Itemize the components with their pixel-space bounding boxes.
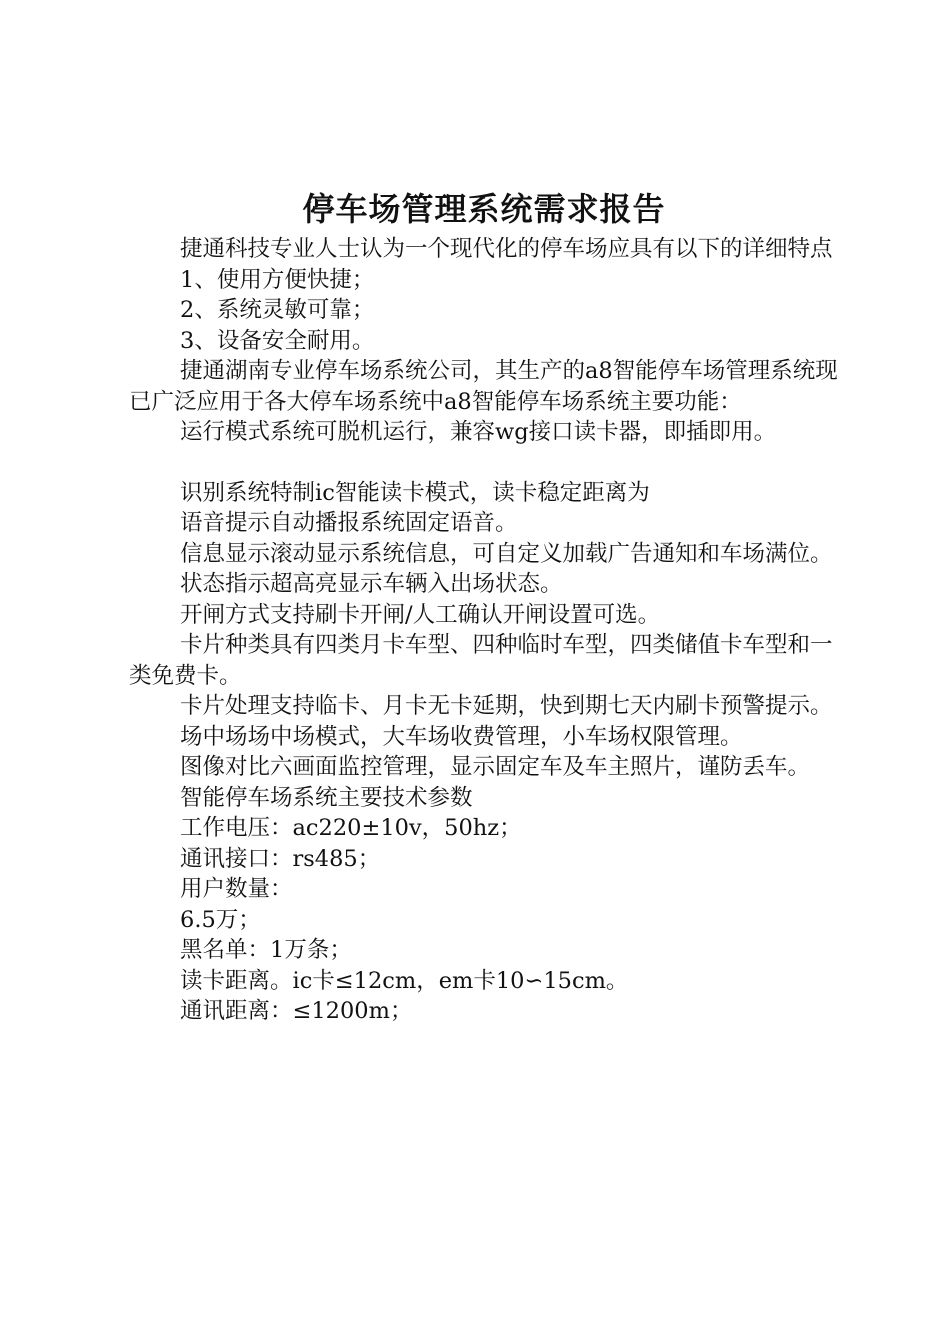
- paragraph-user-count-label: 用户数量：: [180, 876, 293, 902]
- document-title: 停车场管理系统需求报告: [302, 190, 666, 228]
- paragraph-card-processing: 卡片处理支持临卡、月卡无卡延期，快到期七天内刷卡预警提示。: [180, 693, 833, 719]
- paragraph-recognition: 识别系统特制ic智能读卡模式，读卡稳定距离为: [180, 479, 650, 506]
- paragraph-interface: 通讯接口：rs485；: [180, 845, 381, 872]
- paragraph-status: 状态指示超高亮显示车辆入出场状态。: [180, 571, 563, 597]
- paragraph-feature-3: 3、设备安全耐用。: [180, 327, 375, 354]
- paragraph-comm-distance: 通讯距离：≤1200m；: [180, 998, 413, 1024]
- paragraph-read-distance: 读卡距离。ic卡≤12cm，em卡10∽15cm。: [180, 967, 629, 994]
- paragraph-gate-mode: 开闸方式支持刷卡开闸/人工确认开闸设置可选。: [180, 601, 661, 628]
- paragraph-feature-2: 2、系统灵敏可靠；: [180, 297, 375, 323]
- paragraph-spec-heading: 智能停车场系统主要技术参数: [180, 784, 473, 811]
- paragraph-nested-lots: 场中场场中场模式，大车场收费管理，小车场权限管理。: [180, 723, 743, 750]
- paragraph-intro: 捷通科技专业人士认为一个现代化的停车场应具有以下的详细特点: [180, 236, 833, 262]
- paragraph-card-types: 卡片种类具有四类月卡车型、四种临时车型，四类储值卡车型和一类免费卡。: [129, 632, 833, 689]
- paragraph-user-count-value: 6.5万；: [180, 906, 261, 933]
- paragraph-image-compare: 图像对比六画面监控管理，显示固定车及车主照片，谨防丢车。: [180, 754, 811, 780]
- paragraph-voltage: 工作电压：ac220±10v，50hz；: [180, 815, 522, 841]
- paragraph-company: 捷通湖南专业停车场系统公司，其生产的a8智能停车场管理系统现已广泛应用于各大停车场系统中a8智能停车场系统主要功能：: [129, 358, 838, 415]
- paragraph-voice: 语音提示自动播报系统固定语音。: [180, 510, 518, 536]
- paragraph-feature-1: 1、使用方便快捷；: [180, 266, 375, 293]
- paragraph-blacklist: 黑名单：1万条；: [180, 937, 352, 963]
- paragraph-run-mode: 运行模式系统可脱机运行，兼容wg接口读卡器，即插即用。: [180, 419, 777, 445]
- document-page: [129, 186, 839, 1027]
- paragraph-info-display: 信息显示滚动显示系统信息，可自定义加载广告通知和车场满位。: [180, 540, 833, 567]
